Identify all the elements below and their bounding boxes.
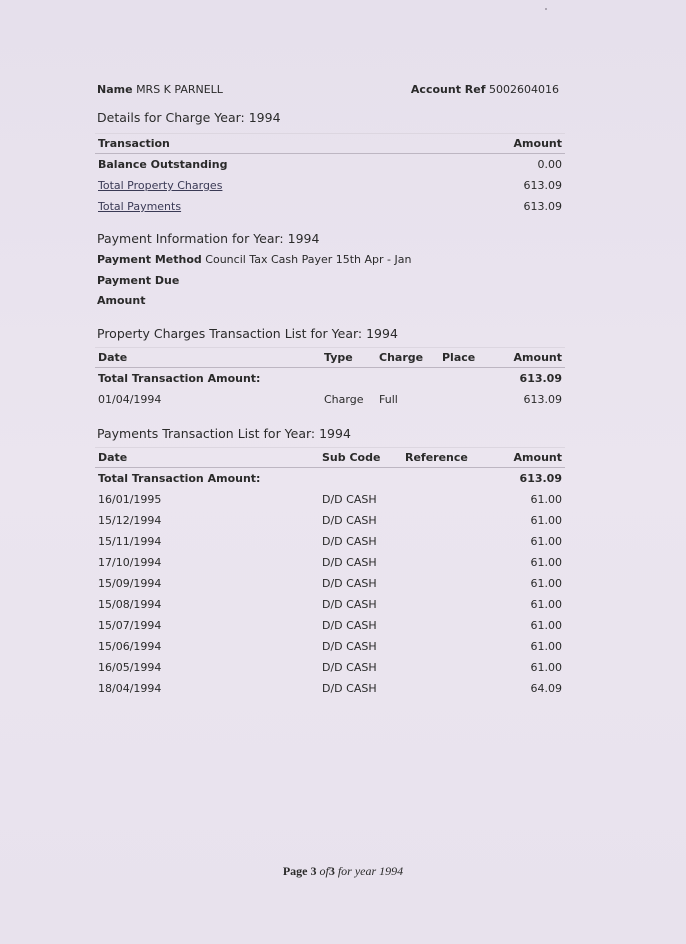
account-ref: [411, 83, 559, 96]
payment-amount-label: Amount: [97, 294, 146, 307]
subcode-cell: D/D CASH: [322, 598, 377, 611]
total-property-charges-cell: [95, 175, 430, 196]
subcode-cell: D/D CASH: [322, 661, 377, 674]
amount-cell: 61.00: [530, 640, 562, 653]
table-row: [95, 154, 565, 176]
total-label: Total Transaction Amount:: [98, 372, 261, 385]
details-title: Details for Charge Year: 1994: [97, 110, 281, 125]
date-cell: 15/06/1994: [98, 640, 162, 653]
page-word: Page: [282, 864, 308, 878]
date-cell: 16/05/1994: [98, 661, 162, 674]
account-ref-value: 5002604016: [489, 83, 559, 96]
total-amount: 613.09: [519, 372, 562, 385]
payments-table: [95, 447, 565, 699]
details-table: [95, 133, 565, 217]
name-value: MRS K PARNELL: [136, 83, 223, 96]
col-amount: Amount: [497, 448, 565, 468]
col-subcode: Sub Code: [319, 448, 402, 468]
table-row: [95, 175, 565, 196]
subcode-cell: D/D CASH: [322, 682, 377, 695]
amount-cell: 64.09: [530, 682, 562, 695]
table-row: [95, 510, 565, 531]
amount-cell: 61.00: [530, 577, 562, 590]
total-property-charges-amount: 613.09: [523, 179, 562, 192]
table-row: [95, 389, 565, 410]
col-reference: Reference: [402, 448, 497, 468]
amount-cell: 61.00: [530, 535, 562, 548]
page-footer: [0, 864, 686, 879]
table-row: [95, 489, 565, 510]
table-row: [95, 615, 565, 636]
total-payments-amount: 613.09: [523, 200, 562, 213]
date-cell: 15/07/1994: [98, 619, 162, 632]
balance-outstanding-amount: 0.00: [537, 158, 562, 171]
amount-cell: 61.00: [530, 514, 562, 527]
amount-cell: 61.00: [530, 556, 562, 569]
page-number: 3: [310, 864, 317, 878]
scan-speck: [545, 8, 547, 10]
name-label: Name: [97, 83, 133, 96]
table-row: [95, 552, 565, 573]
payment-method-value: Council Tax Cash Payer 15th Apr - Jan: [205, 253, 412, 266]
date-cell: 01/04/1994: [98, 393, 162, 406]
payment-due-label: Payment Due: [97, 274, 180, 287]
total-row: [95, 468, 565, 490]
total-payments-link[interactable]: Total Payments: [98, 200, 182, 213]
amount-cell: 61.00: [530, 661, 562, 674]
subcode-cell: D/D CASH: [322, 640, 377, 653]
year-text: for year 1994: [337, 864, 404, 878]
reference-cell: [402, 552, 497, 573]
table-row: [95, 678, 565, 699]
table-row: [95, 573, 565, 594]
col-transaction: Transaction: [95, 134, 430, 154]
table-row: [95, 636, 565, 657]
table-row: [95, 657, 565, 678]
of-word: of: [319, 864, 329, 878]
subcode-cell: D/D CASH: [322, 619, 377, 632]
subcode-cell: D/D CASH: [322, 514, 377, 527]
total-amount: 613.09: [519, 472, 562, 485]
payment-method-label: Payment Method: [97, 253, 202, 266]
date-cell: 16/01/1995: [98, 493, 162, 506]
place-cell: [439, 389, 499, 410]
total-row: [95, 368, 565, 390]
col-charge: Charge: [376, 348, 439, 368]
payments-body: [95, 468, 565, 700]
reference-cell: [402, 573, 497, 594]
date-cell: 15/09/1994: [98, 577, 162, 590]
customer-name: [97, 83, 223, 96]
payment-info-title: Payment Information for Year: 1994: [97, 231, 320, 246]
col-amount: Amount: [499, 348, 565, 368]
reference-cell: [402, 615, 497, 636]
subcode-cell: D/D CASH: [322, 556, 377, 569]
amount-cell: 61.00: [530, 619, 562, 632]
reference-cell: [402, 510, 497, 531]
payment-method-line: [97, 253, 411, 266]
account-ref-label: Account Ref: [410, 83, 486, 96]
subcode-cell: D/D CASH: [322, 577, 377, 590]
balance-outstanding-label: Balance Outstanding: [98, 158, 228, 171]
reference-cell: [402, 657, 497, 678]
reference-cell: [402, 636, 497, 657]
property-charges-table: [95, 347, 565, 410]
page-total: 3: [328, 864, 335, 878]
property-charges-header-row: [95, 348, 565, 368]
subcode-cell: D/D CASH: [322, 493, 377, 506]
col-place: Place: [439, 348, 499, 368]
date-cell: 17/10/1994: [98, 556, 162, 569]
payments-title: Payments Transaction List for Year: 1994: [97, 426, 351, 441]
charge-cell: Full: [379, 393, 398, 406]
amount-cell: 61.00: [530, 598, 562, 611]
table-row: [95, 531, 565, 552]
col-date: Date: [95, 348, 321, 368]
col-amount: Amount: [430, 134, 565, 154]
payments-header-row: [95, 448, 565, 468]
col-date: Date: [95, 448, 319, 468]
total-payments-cell: [95, 196, 430, 217]
amount-cell: 613.09: [523, 393, 562, 406]
property-charges-title: Property Charges Transaction List for Year: 1994: [97, 326, 398, 341]
table-row: [95, 594, 565, 615]
details-header-row: [95, 134, 565, 154]
date-cell: 15/11/1994: [98, 535, 162, 548]
reference-cell: [402, 594, 497, 615]
subcode-cell: D/D CASH: [322, 535, 377, 548]
date-cell: 18/04/1994: [98, 682, 162, 695]
reference-cell: [402, 489, 497, 510]
amount-cell: 61.00: [530, 493, 562, 506]
date-cell: 15/08/1994: [98, 598, 162, 611]
type-cell: Charge: [324, 393, 364, 406]
table-row: [95, 196, 565, 217]
total-property-charges-link[interactable]: Total Property Charges: [98, 179, 223, 192]
date-cell: 15/12/1994: [98, 514, 162, 527]
reference-cell: [402, 678, 497, 699]
total-label: Total Transaction Amount:: [98, 472, 261, 485]
col-type: Type: [321, 348, 376, 368]
reference-cell: [402, 531, 497, 552]
